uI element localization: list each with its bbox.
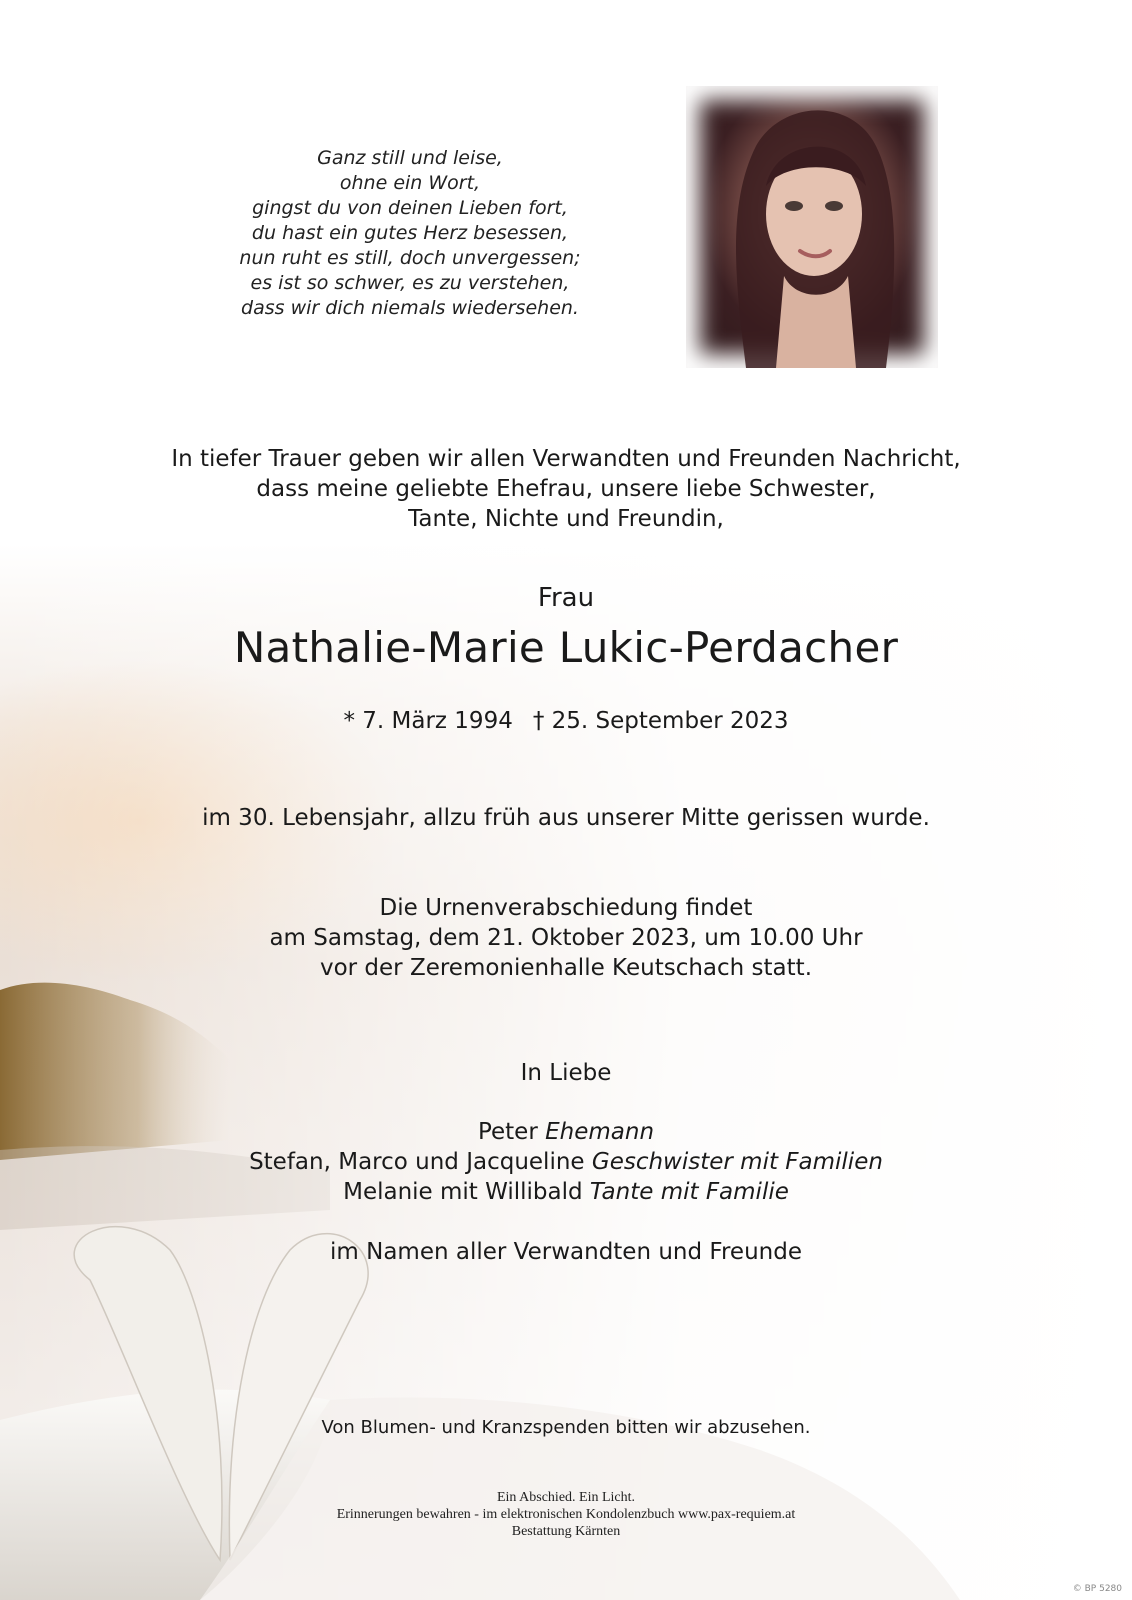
poem-line: ohne ein Wort, (339, 172, 481, 194)
poem-line: nun ruht es still, doch unvergessen; (239, 247, 581, 269)
mourner-relation: Geschwister mit Familien (591, 1149, 883, 1175)
footer-line: Ein Abschied. Ein Licht. (496, 1490, 636, 1505)
mourner-name: Stefan, Marco und Jacqueline (249, 1149, 585, 1175)
flowers-note: Von Blumen- und Kranzspenden bitten wir abzusehen. (321, 1417, 811, 1438)
poem-line: du hast ein gutes Herz besessen, (251, 222, 569, 244)
salutation: Frau (537, 583, 595, 613)
portrait-photo (686, 86, 938, 368)
poem-line: dass wir dich niemals wiedersehen. (241, 297, 579, 319)
intro-line: Tante, Nichte und Freundin, (408, 506, 724, 532)
deceased-name: Nathalie-Marie Lukic-Perdacher (233, 623, 899, 672)
footer-line: Bestattung Kärnten (511, 1524, 621, 1539)
print-mark: © BP 5280 (1072, 1584, 1122, 1594)
mourners-list (0, 1117, 1132, 1207)
birth-date: * 7. März 1994 (343, 708, 513, 734)
intro-line: In tiefer Trauer geben wir allen Verwandten und Freunden Nachricht, (171, 446, 961, 472)
death-date: † 25. September 2023 (532, 708, 789, 734)
ceremony-line: am Samstag, dem 21. Oktober 2023, um 10.00 Uhr (269, 925, 863, 951)
intro-line: dass meine geliebte Ehefrau, unsere liebe Schwester, (256, 476, 876, 502)
ceremony-line: Die Urnenverabschiedung findet (379, 895, 753, 921)
in-love-line: In Liebe (520, 1060, 612, 1086)
mourner-name: Peter (477, 1119, 538, 1145)
mourner-name: Melanie mit Willibald (343, 1179, 583, 1205)
announcement-intro (0, 444, 1132, 534)
mourner-row (0, 1147, 1132, 1177)
poem-line: Ganz still und leise, (317, 147, 503, 169)
poem (220, 146, 600, 321)
life-dates (0, 706, 1132, 736)
mourner-relation: Tante mit Familie (589, 1179, 789, 1205)
ceremony-info (0, 893, 1132, 983)
ceremony-line: vor der Zeremonienhalle Keutschach statt. (319, 955, 813, 981)
age-line: im 30. Lebensjahr, allzu früh aus unserer Mitte gerissen wurde. (202, 805, 930, 831)
mourner-row (0, 1177, 1132, 1207)
closing-line: im Namen aller Verwandten und Freunde (330, 1239, 802, 1265)
mourner-relation: Ehemann (545, 1119, 655, 1145)
mourner-row (0, 1117, 1132, 1147)
poem-line: gingst du von deinen Lieben fort, (252, 197, 568, 219)
footer (0, 1489, 1132, 1540)
portrait-figure (686, 86, 938, 368)
poem-line: es ist so schwer, es zu verstehen, (250, 272, 570, 294)
footer-line: Erinnerungen bewahren - im elektronischen Kondolenzbuch www.pax-requiem.at (336, 1507, 796, 1522)
